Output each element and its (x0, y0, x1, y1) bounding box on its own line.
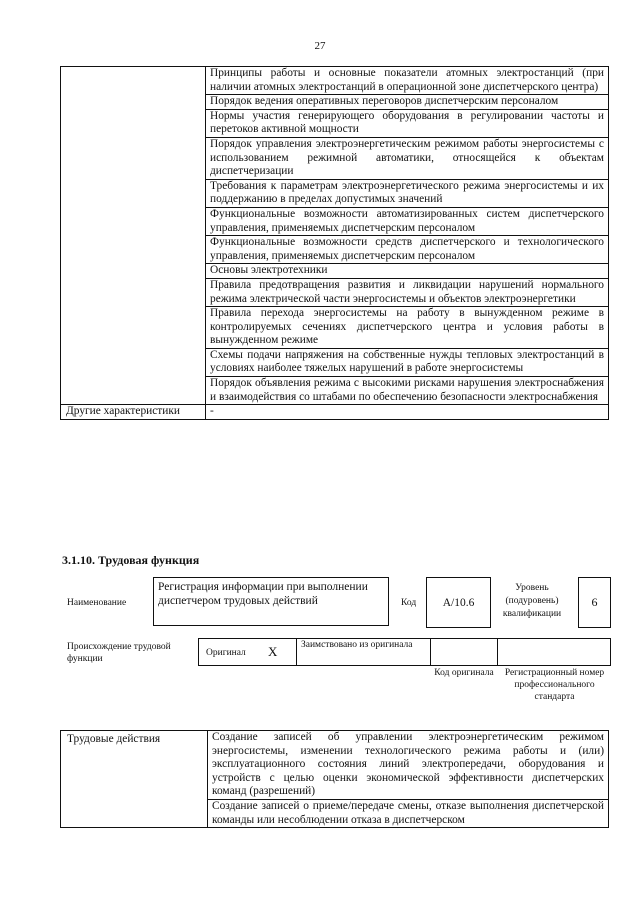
divider (430, 638, 431, 665)
table-row (61, 405, 609, 420)
code-label: Код (401, 598, 417, 608)
origin-label: Происхождение трудовой функции (67, 642, 171, 664)
code-value: A/10.6 (442, 596, 475, 609)
reg-number-caption: Регистрационный номер профессионального стандарта (504, 668, 605, 702)
knowledge-item: Принципы работы и основные показатели атомных электростанций (при наличии атомных электростанций в операционной зоне диспетчерского центра) (206, 67, 609, 95)
level-box (578, 577, 611, 628)
labor-actions-table (60, 730, 609, 828)
labor-action-item: Создание записей об управлении электроэнергетическим режимом энергосистемы, изменении технологического режима работы и (или) эксплуатационного состояния линий электропередачи, оборудования и устройств с целью оценки экономической эффективности диспетчерских команд (разрешений) (208, 731, 609, 800)
page-number: 27 (314, 40, 326, 52)
original-label: Оригинал (206, 648, 246, 658)
original-mark: X (268, 644, 278, 659)
function-name: Регистрация информации при выполнении диспетчером трудовых действий (158, 581, 368, 607)
name-label: Наименование (67, 598, 127, 608)
knowledge-item: Функциональные возможности средств диспетчерского и технологического управления, применяемых диспетчерским персоналом (206, 236, 609, 264)
table-row (61, 67, 609, 95)
knowledge-item: Порядок ведения оперативных переговоров диспетчерским персоналом (206, 95, 609, 110)
labor-action-item: Создание записей о приеме/передаче смены, отказе выполнения диспетчерской команды или несоблюдении отказа в диспетчерском (208, 799, 609, 827)
code-box (426, 577, 491, 628)
empty-label-cell (61, 67, 206, 405)
original-code-caption: Код оригинала (434, 668, 494, 678)
borrowed-label: Заимствовано из оригинала (301, 640, 413, 650)
function-name-box (153, 577, 389, 626)
other-characteristics-value: - (206, 405, 609, 420)
knowledge-item: Нормы участия генерирующего оборудования в регулировании частоты и перетоков активной мощности (206, 109, 609, 137)
knowledge-item: Основы электротехники (206, 264, 609, 279)
section-title: 3.1.10. Трудовая функция (62, 553, 200, 567)
level-label: Уровень (подуровень) квалификации (502, 583, 562, 619)
knowledge-item: Порядок объявления режима с высокими рисками нарушения электроснабжения и взаимодействия со штабами по обеспечению безопасности электроснабжения (206, 377, 609, 405)
labor-actions-label: Трудовые действия (61, 731, 208, 828)
knowledge-item: Функциональные возможности автоматизированных систем диспетчерского управления, применяемых диспетчерским персоналом (206, 207, 609, 235)
divider (296, 638, 297, 665)
knowledge-item: Схемы подачи напряжения на собственные нужды тепловых электростанций в условиях наиболее тяжелых нарушений в работе энергосистемы (206, 348, 609, 376)
knowledge-item: Требования к параметрам электроэнергетического режима энергосистемы и их поддержанию в пределах допустимых значений (206, 179, 609, 207)
knowledge-item: Правила предотвращения развития и ликвидации нарушений нормального режима электрической части энергосистемы и объектов электроэнергетики (206, 278, 609, 306)
requirements-table (60, 66, 609, 420)
knowledge-item: Порядок управления электроэнергетическим режимом работы энергосистемы с использованием режимной автоматики, относящейся к объектам диспетчеризации (206, 137, 609, 179)
level-value: 6 (591, 595, 598, 609)
divider (497, 638, 498, 665)
other-characteristics-label: Другие характеристики (61, 405, 206, 420)
table-row (61, 731, 609, 800)
knowledge-item: Правила перехода энергосистемы на работу в вынужденном режиме в контролируемых сечениях диспетчерского центра и условия работы в вынужденном режиме (206, 307, 609, 349)
